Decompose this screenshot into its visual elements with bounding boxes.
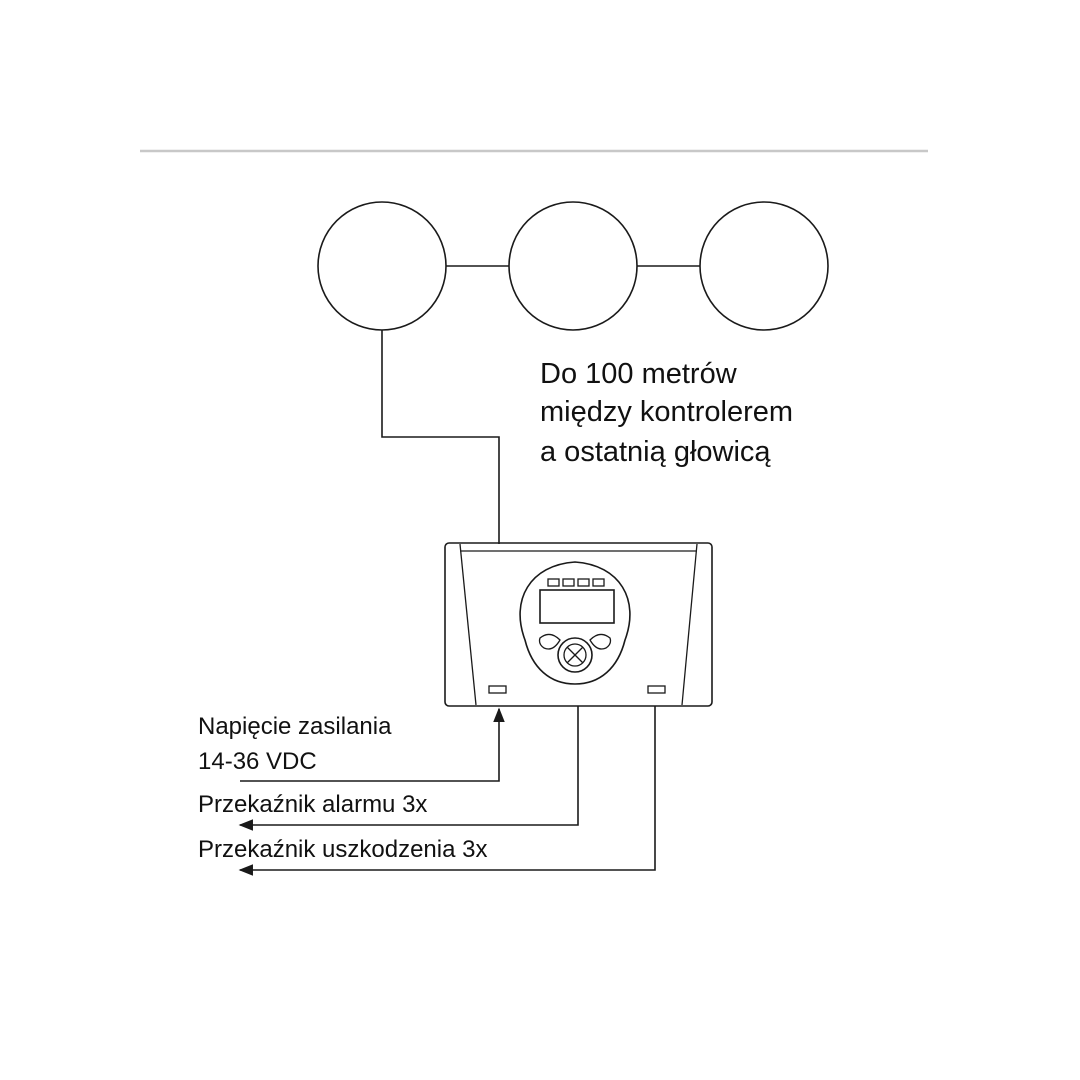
alarm-relay-label: Przekaźnik alarmu 3x [198,791,428,818]
function-key-1 [548,579,559,586]
lcd-display [540,590,614,623]
function-key-4 [593,579,604,586]
power-label-line2: 14-36 VDC [198,748,317,775]
function-key-3 [578,579,589,586]
controller-unit [445,543,712,706]
left-soft-button [540,634,561,649]
power-label-line1: Napięcie zasilania [198,713,392,740]
controller-housing [445,543,712,706]
bus-cable [382,330,499,544]
detector-head-3 [700,202,828,330]
fault-relay-label: Przekaźnik uszkodzenia 3x [198,836,488,863]
left-side-panel [460,544,476,705]
cable-entry-left [489,686,506,693]
detector-head-1 [318,202,446,330]
right-side-panel [682,544,697,705]
cable-entry-right [648,686,665,693]
right-soft-button [590,634,611,649]
distance-note-line2: między kontrolerem [540,396,794,428]
detector-head-2 [509,202,637,330]
detector-heads [318,202,828,330]
distance-note-line3: a ostatnią głowicą [540,436,771,468]
distance-note-line1: Do 100 metrów [540,358,737,390]
function-key-2 [563,579,574,586]
